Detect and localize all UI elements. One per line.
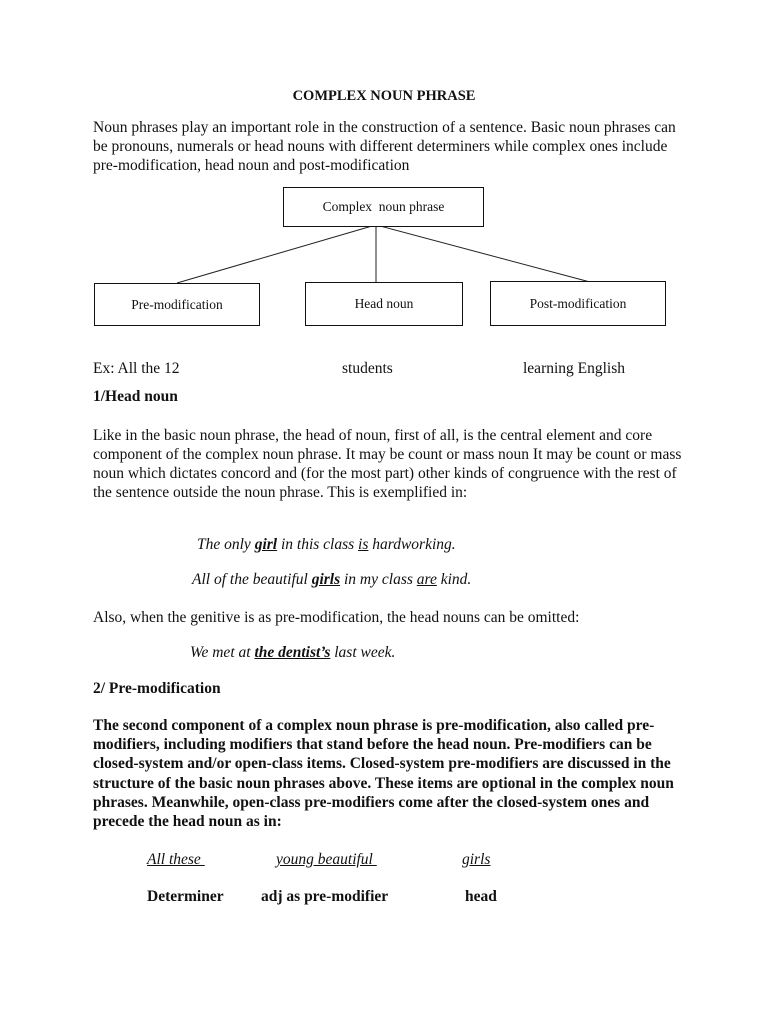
- diagram-headnoun-box: [305, 282, 463, 326]
- section1-paragraph: Like in the basic noun phrase, the head of noun, first of all, is the central element and core component of the complex noun phrase. It may be count or mass noun It may be count or mass noun which dictates concord and (for the most part) other kinds of congruence with the rest of the sentence outside the noun phrase. This is exemplified in:: [93, 427, 682, 501]
- diagram-premodification-label: Pre-modification: [131, 296, 223, 312]
- intro-paragraph: Noun phrases play an important role in the construction of a sentence. Basic noun phrases can be pronouns, numerals or head nouns with different determiners while complex ones include pre-modification, head noun and post-modification: [93, 119, 676, 174]
- highlight-is: is: [358, 536, 369, 553]
- highlight-girl: girl: [254, 536, 278, 553]
- example-adjectives: young beautiful: [276, 851, 377, 868]
- highlight-dentist: the dentist’s: [254, 644, 331, 661]
- diagram-root-label: Complex noun phrase: [322, 199, 445, 214]
- example-post: learning English: [523, 360, 626, 377]
- example-sentence-1: The only girl in this class is hardworking.: [197, 536, 456, 553]
- example-head: students: [342, 360, 393, 377]
- genitive-sentence: Also, when the genitive is as pre-modification, the head nouns can be omitted:: [93, 609, 580, 626]
- diagram-headnoun-label: Head noun: [354, 296, 414, 311]
- label-determiner: Determiner: [147, 888, 224, 905]
- diagram-postmodification-label: Post-modification: [529, 295, 627, 311]
- highlight-girls: girls: [311, 571, 341, 588]
- diagram-premodification-box: [94, 283, 260, 326]
- connector-right: [380, 226, 590, 282]
- connector-left: [177, 226, 372, 283]
- example-sentence-3: We met at the dentist’s last week.: [190, 644, 396, 661]
- example-determiner: All these: [147, 851, 205, 868]
- page-title: COMPLEX NOUN PHRASE: [292, 88, 476, 104]
- example-prefix: Ex: All the 12: [93, 360, 180, 377]
- section1-heading: 1/Head noun: [93, 388, 178, 405]
- label-head: head: [465, 888, 497, 905]
- diagram-postmodification-box: [490, 281, 666, 326]
- example-sentence-2: All of the beautiful girls in my class are kind.: [192, 571, 472, 588]
- example-head-noun: girls: [462, 851, 491, 868]
- section2-heading: 2/ Pre-modification: [93, 680, 221, 697]
- label-adj-premodifier: adj as pre-modifier: [261, 888, 389, 905]
- section2-paragraph: The second component of a complex noun phrase is pre-modification, also called pre-modifiers, including modifiers that stand before the head noun. Pre-modifiers can be closed-system and/or open-class items. Closed-system pre-modifiers are discussed in the structure of the basic noun phrases above. These items are optional in the complex noun phrases. Meanwhile, open-class pre-modifiers come after the closed-system ones and precede the head noun as in:: [93, 717, 674, 831]
- highlight-are: are: [416, 571, 437, 588]
- diagram-root-box: [283, 187, 484, 227]
